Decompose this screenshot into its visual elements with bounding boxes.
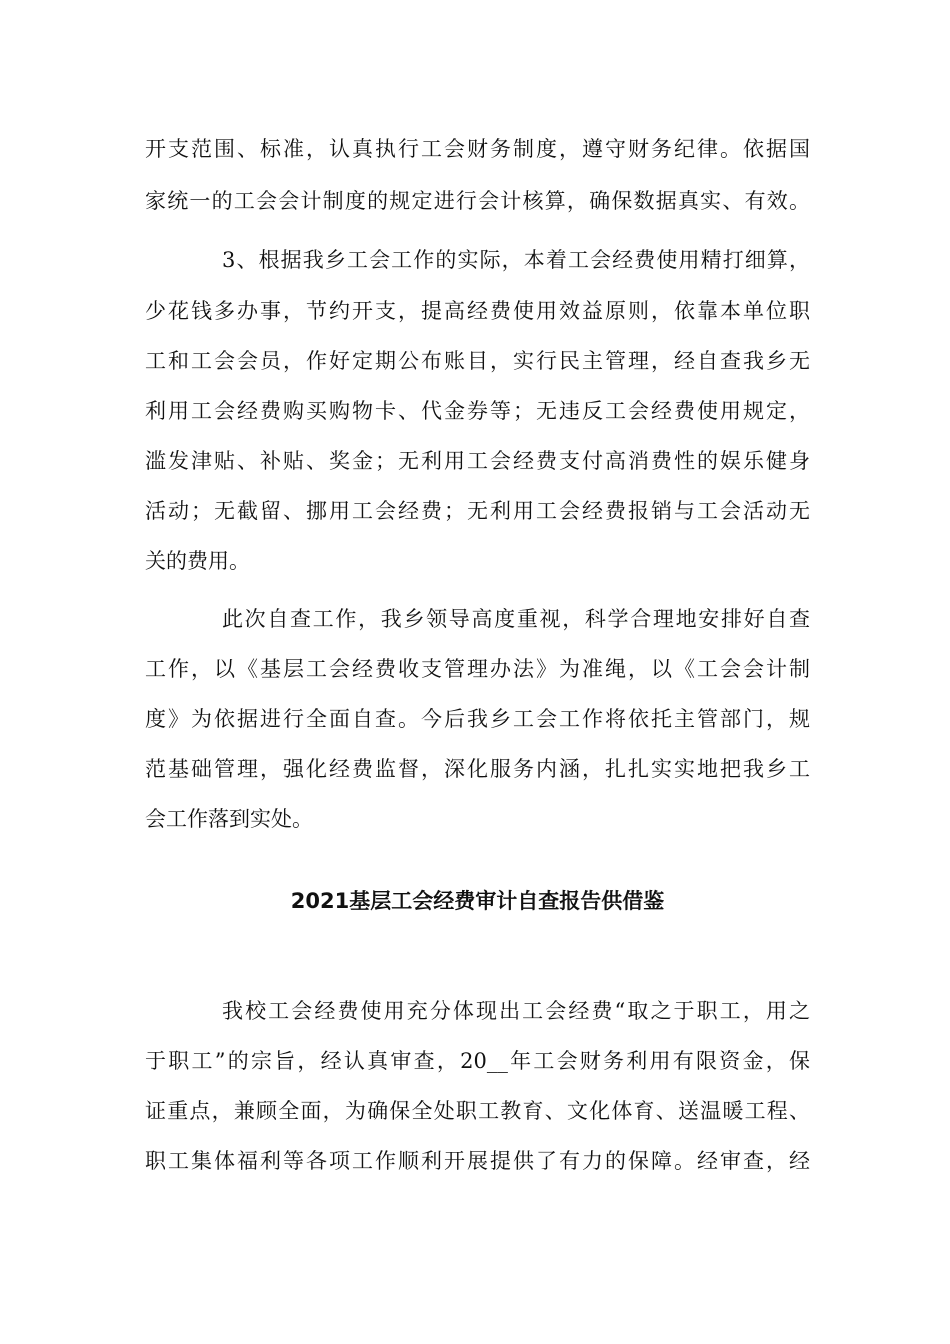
paragraph-2-line-2: 少花钱多办事，节约开支，提高经费使用效益原则，依靠本单位职 (145, 299, 810, 323)
paragraph-3-line-2: 工作，以《基层工会经费收支管理办法》为准绳，以《工会会计制 (145, 657, 810, 681)
paragraph-2-line-6: 活动；无截留、挪用工会经费；无利用工会经费报销与工会活动无 (145, 499, 810, 523)
paragraph-2-line-1: 3、根据我乡工会工作的实际，本着工会经费使用精打细算， (222, 248, 810, 272)
paragraph-4-line-3: 证重点，兼顾全面，为确保全处职工教育、文化体育、送温暖工程、 (145, 1099, 810, 1123)
paragraph-2-line-3: 工和工会会员，作好定期公布账目，实行民主管理，经自查我乡无 (145, 349, 810, 373)
paragraph-2-line-4: 利用工会经费购买购物卡、代金券等；无违反工会经费使用规定， (145, 399, 810, 423)
paragraph-3-line-5: 会工作落到实处。 (145, 807, 313, 831)
paragraph-4-line-4: 职工集体福利等各项工作顺利开展提供了有力的保障。经审查，经 (145, 1149, 810, 1173)
paragraph-1-line-2: 家统一的工会会计制度的规定进行会计核算，确保数据真实、有效。 (145, 189, 810, 213)
paragraph-1-line-1: 开支范围、标准，认真执行工会财务制度，遵守财务纪律。依据国 (145, 137, 810, 161)
paragraph-2-line-5: 滥发津贴、补贴、奖金；无利用工会经费支付高消费性的娱乐健身 (145, 449, 810, 473)
paragraph-3-line-1: 此次自查工作，我乡领导高度重视，科学合理地安排好自查 (222, 607, 810, 631)
paragraph-4-line-1: 我校工会经费使用充分体现出工会经费“取之于职工，用之 (222, 999, 810, 1023)
paragraph-3-line-3: 度》为依据进行全面自查。今后我乡工会工作将依托主管部门，规 (145, 707, 810, 731)
paragraph-4-line-2: 于职工”的宗旨，经认真审查，20__年工会财务利用有限资金，保 (145, 1049, 810, 1073)
section-title: 2021基层工会经费审计自查报告供借鉴 (290, 889, 665, 913)
paragraph-2-line-7: 关的费用。 (145, 549, 250, 573)
paragraph-3-line-4: 范基础管理，强化经费监督，深化服务内涵，扎扎实实地把我乡工 (145, 757, 810, 781)
